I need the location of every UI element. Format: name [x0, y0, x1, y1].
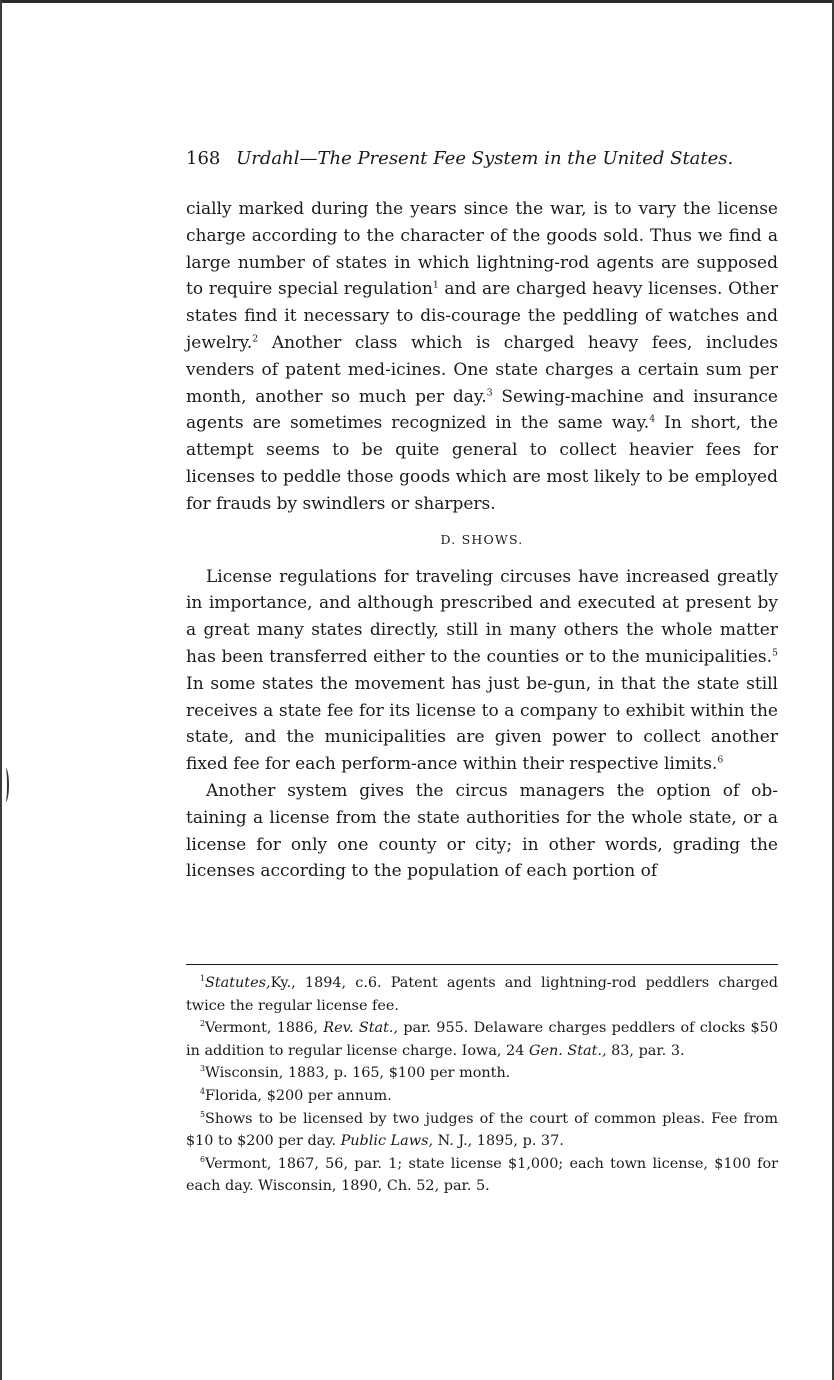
footnote-1: $^1$Statutes,Ky., 1894, c.6. Patent agents and lightning-rod peddlers charged twice the regular license fee.	[186, 974, 778, 1014]
page-edge-top	[0, 0, 834, 3]
footnote-rule	[186, 964, 778, 965]
footnote-ref: 1	[200, 974, 206, 984]
footnote-ref: 6	[200, 1154, 206, 1164]
italic-citation: Rev. Stat.,	[323, 1020, 399, 1037]
footnote-ref: 4	[200, 1087, 206, 1097]
margin-bracket-mark	[2, 768, 9, 802]
italic-citation: Public Laws,	[340, 1133, 434, 1150]
footnote-ref: 4	[649, 413, 656, 425]
footnote-6: $^6$Vermont, 1867, 56, par. 1; state license $1,000; each town license, $100 for each day. Wisconsin, 1890, Ch. 52, par. 5.	[186, 1154, 778, 1195]
page-edge-left	[0, 0, 2, 1380]
section-heading: D. SHOWS.	[440, 531, 524, 547]
footnote-2: $^2$Vermont, 1886, Rev. Stat., par. 955. Delaware charges peddlers of clocks $50 in addition to regular license charge. Iowa, 24 Gen. Stat., 83, par. 3.	[186, 1019, 779, 1059]
footnote-ref: 3	[200, 1064, 206, 1074]
body-text	[186, 196, 778, 885]
footnote-ref: 1	[432, 279, 439, 291]
footnote-ref: 2	[252, 333, 259, 345]
italic-citation: Statutes,	[205, 975, 271, 991]
footnote-ref: 2	[200, 1019, 206, 1029]
footnote-ref: 6	[717, 754, 724, 766]
footnote-5: $^5$Shows to be licensed by two judges of the court of common pleas. Fee from $10 to $200 per day. Public Laws, N. J., 1895, p. 37.	[186, 1109, 778, 1150]
running-head	[186, 146, 778, 172]
paragraph-2: License regulations for traveling circuses have increased greatly in importance, and although prescribed and executed at present by a great many states directly, still in many others the whole matter has been transferred either to the counties or to the municipalities.$^5$ In some states the movement has just be-gun, in that the state still receives a state fee for its license to a company to exhibit within the state, and the municipalities are given power to collect another fixed fee for each perform-ance within their respective limits.$^6$	[186, 566, 778, 775]
italic-citation: Gen. Stat.,	[528, 1042, 607, 1059]
page-number: 168	[186, 148, 221, 169]
footnote-3: $^3$Wisconsin, 1883, p. 165, $100 per month.	[200, 1064, 511, 1082]
footnote-ref: 5	[772, 647, 778, 659]
footnote-4: $^4$Florida, $200 per annum.	[200, 1087, 392, 1104]
running-title: Urdahl—The Present Fee System in the United States.	[236, 148, 734, 169]
paragraph-1: cially marked during the years since the war, is to vary the license charge according to the character of the goods sold. Thus we find a large number of states in which lightning-rod agents are supposed to require special regulation$^1$ and are charged heavy licenses. Other states find it necessary to dis-courage the peddling of watches and jewelry.$^2$ Another class which is charged heavy fees, includes venders of patent med-icines. One state charges a certain sum per month, another so much per day.$^3$ Sewing-machine and insurance agents are sometimes recognized in the same way.$^4$ In short, the attempt seems to be quite general to collect heavier fees for licenses to peddle those goods which are most likely to be employed for frauds by swindlers or sharpers.	[186, 199, 778, 514]
footnotes	[186, 972, 778, 1198]
paragraph-3: Another system gives the circus managers the option of ob-taining a license from the state authorities for the whole state, or a license for only one county or city; in other words, grading the licenses according to the population of each portion of	[186, 780, 778, 882]
footnote-ref: 5	[200, 1109, 206, 1119]
footnote-ref: 3	[486, 386, 493, 398]
